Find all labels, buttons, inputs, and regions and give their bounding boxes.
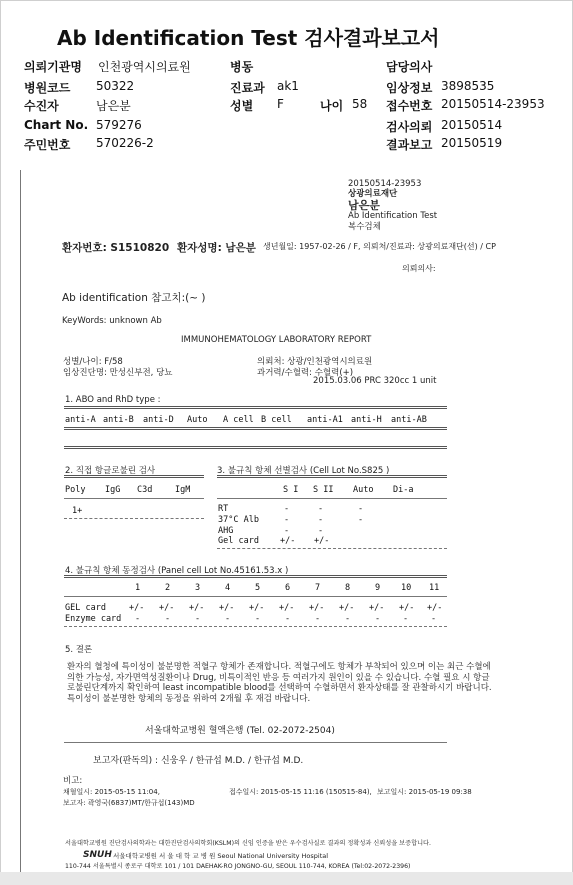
panel-cell: +/- [159,603,175,613]
abo-col: B cell [261,415,292,425]
panel-col: 11 [429,583,440,593]
screen-row-label: RT [218,504,229,514]
panel-col: 9 [375,583,381,593]
patient-name: 환자성명: 남은분 [177,242,256,254]
section-dat-title: 2. 직접 항글로불린 검사 [65,466,156,476]
remark: 비고: [63,776,83,786]
panel-header-row [65,583,465,595]
value-code: 50322 [96,79,135,93]
value-age: 58 [352,97,368,111]
transfusion-history: 과거력/수혈력: 수혈력(+) [257,368,354,378]
panel-cell: - [285,614,291,624]
divider [217,548,447,549]
value-clinical: 3898535 [441,79,495,93]
screen-row-label: 37°C Alb [218,515,259,525]
label-dept: 진료과 [230,81,265,95]
value-receipt-no: 20150514-23953 [441,97,545,111]
screen-cell: - [318,504,324,514]
divider [64,518,204,519]
stamp-line: 상광의료재단 [348,189,398,199]
panel-col: 10 [401,583,412,593]
panel-cell: - [195,614,201,624]
divider [64,446,447,449]
value-chart: 579276 [96,118,142,132]
panel-row-label: GEL card [65,603,106,613]
value-sex: F [277,97,284,111]
panel-cell: - [225,614,231,624]
divider [64,406,447,409]
dat-header-row [65,485,215,497]
panel-col: 5 [255,583,261,593]
screen-col: S I [283,485,299,495]
value-rrn: 570226-2 [96,136,154,150]
divider [64,498,204,499]
panel-col: 2 [165,583,171,593]
transfusion-detail: 2015.03.06 PRC 320cc 1 unit [313,376,437,386]
panel-cell: +/- [309,603,325,613]
footer-address: 110-744 서울특별시 종로구 대학로 101 / 101 DAEHAK-RO JONGNO-GU, SEOUL 110-744, KOREA (Tel:02-2072-2396) [65,863,411,870]
screen-cell: - [318,515,324,525]
screen-cell: +/- [280,536,296,546]
panel-cell: - [403,614,409,624]
label-sex: 성별 [230,99,254,113]
abo-col: anti-A1 [307,415,343,425]
value-report: 20150519 [441,136,503,150]
panel-cell: - [315,614,321,624]
section-panel-title: 4. 불규칙 항체 동정검사 (Panel cell Lot No.45161.53.x ) [65,566,289,576]
report-staff: 보고자: 곽영국(6837)MT/한규섭(143)MD [63,799,195,807]
label-request: 검사의뢰 [386,120,433,134]
screen-cell: - [318,526,324,536]
stamp-line: 남은분 [348,199,380,212]
screen-cell: - [284,504,290,514]
label-chart: Chart No. [24,118,89,132]
abo-col: anti-A [65,415,96,425]
panel-col: 3 [195,583,201,593]
panel-cell: +/- [219,603,235,613]
conclusion-text: 환자의 혈청에 특이성이 불분명한 적혈구 항체가 존재합니다. 적혈구에도 항체가 부착되어 있으며 이는 최근 수혈에 의한 가능성, 자가면역성질환이나 Drug, 비특이적인 반응 등 여러가지 원인이 있을 수 있습니다. 수혈 필요 시 항글로불린단계까지 확인하여 least incompatible blood를 선택하여 수혈하면서 환자상태를 잘 관찰하시기 바랍니다. 특이성이 불분명한 항체의 동정을 위하여 2개월 후 재검 바랍니다. [67,662,492,704]
scanned-report [20,170,562,878]
panel-cell: +/- [279,603,295,613]
label-code: 병원코드 [24,81,71,95]
footer-hospital: 서울대학교병원 서 울 대 학 교 병 원 Seoul National University Hospital [113,852,329,860]
abo-col: anti-D [143,415,174,425]
divider [64,742,447,743]
panel-col: 6 [285,583,291,593]
label-recipient: 수진자 [24,99,59,113]
abo-col: anti-H [351,415,382,425]
stamp-line: Ab Identification Test [348,211,438,221]
abo-header-row [65,415,465,427]
screen-cell: - [284,526,290,536]
label-report: 결과보고 [386,138,433,152]
diagnosis: 임상진단명: 만성신부전, 당뇨 [63,368,173,378]
panel-cell: - [431,614,437,624]
stamp-line: 20150514-23953 [348,179,422,189]
patient-number: 환자번호: S1510820 [62,242,170,254]
screen-cell: - [358,515,364,525]
section-conclusion-title: 5. 결론 [65,645,93,655]
abo-col: Auto [187,415,208,425]
panel-cell: +/- [189,603,205,613]
screen-col: Di-a [393,485,414,495]
panel-col: 4 [225,583,231,593]
stamp-line: 복수검체 [348,222,381,232]
report-subtitle: IMMUNOHEMATOLOGY LABORATORY REPORT [181,335,372,345]
reporter: 보고자(판독의) : 신웅우 / 한규섭 M.D. / 한규섭 M.D. [93,756,304,766]
panel-cell: - [165,614,171,624]
bottom-bar [0,872,573,885]
keywords: KeyWords: unknown Ab [62,316,162,326]
sex-age: 성별/나이: F/58 [63,357,123,367]
panel-cell: +/- [249,603,265,613]
panel-col: 8 [345,583,351,593]
dat-col: IgG [105,485,121,495]
divider [217,498,447,499]
value-recipient: 남은분 [96,99,131,113]
reported-time: 보고일시: 2015-05-19 09:38 [377,788,472,796]
section-screen-title: 3. 불규칙 항체 선별검사 (Cell Lot No.S825 ) [217,466,390,476]
label-clinical: 임상정보 [386,81,433,95]
dat-col: Poly [65,485,86,495]
abo-col: A cell [223,415,254,425]
divider [64,475,204,478]
ref-title: Ab identification 참고치:(~ ) [62,292,206,304]
screen-col: S II [313,485,334,495]
divider [64,626,447,627]
screen-cell: - [358,504,364,514]
screen-row-label: AHG [218,526,234,536]
label-age: 나이 [320,99,344,113]
panel-col: 1 [135,583,141,593]
value-dept: ak1 [277,79,299,93]
received-time: 접수일시: 2015-05-15 11:16 (150515-84), [229,788,372,796]
label-ward: 병동 [230,60,254,74]
panel-col: 7 [315,583,321,593]
value-hospital: 인천광역시의료원 [98,60,191,74]
dat-col: IgM [175,485,191,495]
requester: 의뢰의사: [402,264,436,273]
screen-cell: - [284,515,290,525]
birth-info: 생년월일: 1957-02-26 / F, 의뢰처/진료과: 상광의료재단(선) / CP [263,242,496,251]
abo-col: anti-B [103,415,134,425]
dat-col: C3d [137,485,153,495]
section-abo-title: 1. ABO and RhD type : [65,395,161,405]
screen-col: Auto [353,485,374,495]
screen-row [218,536,448,548]
screen-header-row [283,485,463,497]
snuh-logo: SNUH [83,850,112,860]
panel-cell: +/- [369,603,385,613]
abo-col: anti-AB [391,415,427,425]
divider [217,475,447,478]
label-rrn: 주민번호 [24,138,71,152]
panel-cell: - [375,614,381,624]
panel-cell: - [255,614,261,624]
panel-cell: - [345,614,351,624]
panel-cell: +/- [129,603,145,613]
footer-certification: 서울대학교병원 진단검사의학과는 대한진단검사의학회(KSLM)의 신임 인증을 받은 우수검사실로 결과의 정확성과 신뢰성을 보증합니다. [65,840,431,847]
dat-value: 1+ [72,506,83,516]
value-request: 20150514 [441,118,503,132]
divider [64,427,447,430]
panel-cell: +/- [339,603,355,613]
label-receipt-no: 접수번호 [386,99,433,113]
screen-cell: +/- [314,536,330,546]
blood-bank: 서울대학교병원 혈액은행 (Tel. 02-2072-2504) [145,726,335,736]
divider [64,575,447,578]
panel-cell: +/- [427,603,443,613]
request-place: 의뢰처: 상광/인천광역시의료원 [257,357,373,367]
panel-row-label: Enzyme card [65,614,122,624]
screen-row-label: Gel card [218,536,259,546]
panel-row-enzyme [65,614,465,626]
divider [64,596,447,597]
collected-time: 채혈일시: 2015-05-15 11:04, [63,788,160,796]
panel-cell: +/- [399,603,415,613]
label-hospital: 의뢰기관명 [24,60,82,74]
panel-cell: - [135,614,141,624]
label-doctor: 담당의사 [386,60,433,74]
report-title: Ab Identification Test 검사결과보고서 [57,26,440,50]
